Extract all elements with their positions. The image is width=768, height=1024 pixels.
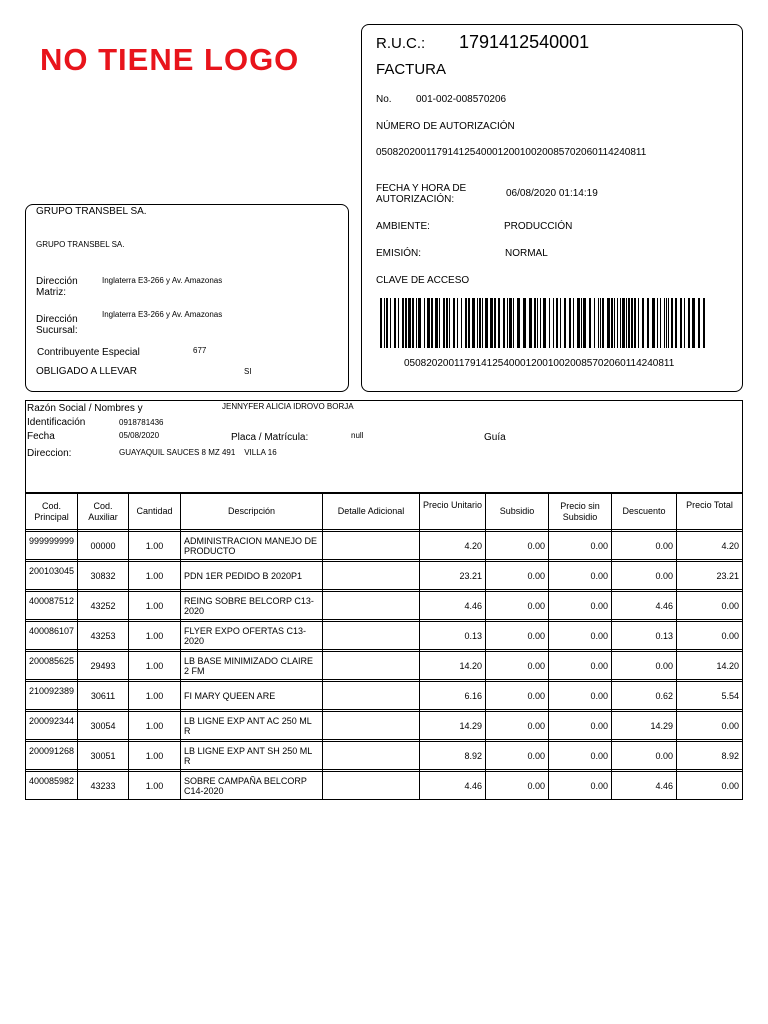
fecha-value: 05/08/2020: [119, 431, 160, 440]
cell-cantidad: 1.00: [128, 592, 180, 620]
ambiente-value: PRODUCCIÓN: [504, 221, 573, 232]
ruc-value: 1791412540001: [459, 32, 590, 52]
barcode-bar: [457, 298, 458, 348]
cell-detalle-adicional: [322, 622, 419, 650]
barcode-bar: [660, 298, 661, 348]
header-cantidad: Cantidad: [128, 493, 180, 530]
barcode-bar: [583, 298, 586, 348]
table-row: [25, 742, 743, 770]
table-row: [25, 712, 743, 740]
barcode-bar: [540, 298, 541, 348]
cell-precio-sin-subsidio: 0.00: [548, 742, 611, 770]
barcode-bar: [386, 298, 388, 348]
cell-cantidad: 1.00: [128, 532, 180, 560]
cell-precio-unitario: 23.21: [419, 562, 485, 590]
cell-cantidad: 1.00: [128, 772, 180, 800]
cell-cod-auxiliar: 43252: [77, 592, 128, 620]
barcode-bar: [617, 298, 618, 348]
cell-descuento: 0.62: [611, 682, 676, 710]
cell-descripcion: FI MARY QUEEN ARE: [180, 682, 322, 710]
barcode-bar: [435, 298, 438, 348]
barcode-bar: [398, 298, 399, 348]
barcode-bar: [692, 298, 695, 348]
cell-cod-auxiliar: 30054: [77, 712, 128, 740]
barcode-bar: [537, 298, 538, 348]
cell-cod-auxiliar: 29493: [77, 652, 128, 680]
table-row: [25, 772, 743, 800]
cell-detalle-adicional: [322, 682, 419, 710]
doc-type: FACTURA: [376, 61, 447, 78]
table-row: [25, 622, 743, 650]
cell-cod-principal: 210092389: [25, 682, 77, 710]
cell-cod-auxiliar: 00000: [77, 532, 128, 560]
barcode-bar: [642, 298, 644, 348]
barcode-bar: [598, 298, 599, 348]
barcode-bar: [698, 298, 700, 348]
barcode-bar: [479, 298, 481, 348]
barcode-bar: [424, 298, 425, 348]
razon-social-label: Razón Social / Nombres y: [27, 403, 143, 414]
ambiente-label: AMBIENTE:: [376, 221, 430, 232]
identificacion-label: Identificación: [27, 417, 86, 428]
barcode-bar: [402, 298, 404, 348]
barcode-bar: [680, 298, 682, 348]
barcode-bar: [380, 298, 382, 348]
barcode-bar: [427, 298, 430, 348]
cell-subsidio: 0.00: [485, 592, 548, 620]
barcode-bar: [503, 298, 505, 348]
cell-descuento: 0.13: [611, 622, 676, 650]
barcode-bar: [449, 298, 450, 348]
table-row: [25, 532, 743, 560]
cell-precio-unitario: 14.29: [419, 712, 485, 740]
cell-precio-total: 5.54: [676, 682, 743, 710]
barcode-bar: [534, 298, 536, 348]
cell-cod-principal: 400086107: [25, 622, 77, 650]
header-detalle-adicional: Detalle Adicional: [322, 493, 419, 530]
cell-precio-total: 0.00: [676, 622, 743, 650]
barcode-bar: [405, 298, 407, 348]
barcode-bar: [431, 298, 433, 348]
company-box: [25, 204, 349, 392]
table-row: [25, 682, 743, 710]
cell-descripcion: LB LIGNE EXP ANT SH 250 ML R: [180, 742, 322, 770]
obligado-label: OBLIGADO A LLEVAR: [36, 366, 137, 377]
barcode-bar: [594, 298, 595, 348]
barcode-bar: [652, 298, 655, 348]
direccion-label: Direccion:: [27, 448, 72, 459]
company-name: GRUPO TRANSBEL SA.: [36, 206, 147, 217]
cell-precio-total: 14.20: [676, 652, 743, 680]
barcode-bar: [523, 298, 526, 348]
cell-cod-auxiliar: 43233: [77, 772, 128, 800]
barcode-bar: [513, 298, 514, 348]
cell-cod-principal: 200092344: [25, 712, 77, 740]
cell-precio-sin-subsidio: 0.00: [548, 682, 611, 710]
header-cod-principal: Cod. Principal: [25, 493, 77, 530]
cell-cod-auxiliar: 30051: [77, 742, 128, 770]
cell-cantidad: 1.00: [128, 562, 180, 590]
table-row: [25, 562, 743, 590]
cell-subsidio: 0.00: [485, 622, 548, 650]
barcode-bar: [553, 298, 554, 348]
ruc-label: R.U.C.:: [376, 35, 426, 52]
cell-subsidio: 0.00: [485, 742, 548, 770]
cell-cod-principal: 200091268: [25, 742, 77, 770]
barcode-bar: [485, 298, 488, 348]
fecha-label: Fecha: [27, 431, 55, 442]
cell-detalle-adicional: [322, 532, 419, 560]
barcode-bar: [560, 298, 561, 348]
cell-precio-total: 8.92: [676, 742, 743, 770]
barcode-bar: [461, 298, 462, 348]
cell-precio-unitario: 4.20: [419, 532, 485, 560]
barcode-bar: [569, 298, 571, 348]
cell-subsidio: 0.00: [485, 652, 548, 680]
barcode-bar: [631, 298, 633, 348]
cell-cantidad: 1.00: [128, 652, 180, 680]
cell-descuento: 4.46: [611, 772, 676, 800]
cell-subsidio: 0.00: [485, 772, 548, 800]
guia-label: Guía: [484, 432, 506, 443]
sucursal-address: Inglaterra E3-266 y Av. Amazonas: [102, 310, 223, 319]
matriz-address: Inglaterra E3-266 y Av. Amazonas: [102, 276, 223, 285]
emision-value: NORMAL: [505, 248, 548, 259]
obligado-value: SI: [244, 367, 252, 376]
cell-descripcion: FLYER EXPO OFERTAS C13-2020: [180, 622, 322, 650]
barcode-bar: [577, 298, 580, 348]
cell-cod-principal: 200085625: [25, 652, 77, 680]
barcode-bar: [668, 298, 669, 348]
cell-cod-principal: 999999999: [25, 532, 77, 560]
cell-precio-total: 0.00: [676, 592, 743, 620]
barcode-bar: [634, 298, 636, 348]
barcode-bar: [671, 298, 673, 348]
barcode-bar: [626, 298, 627, 348]
barcode-bar: [472, 298, 475, 348]
barcode-bar: [465, 298, 467, 348]
barcode-bar: [412, 298, 414, 348]
cell-descripcion: SOBRE CAMPAÑA BELCORP C14-2020: [180, 772, 322, 800]
cell-precio-sin-subsidio: 0.00: [548, 652, 611, 680]
contribuyente-label: Contribuyente Especial: [37, 347, 140, 358]
cell-cantidad: 1.00: [128, 682, 180, 710]
barcode-bar: [453, 298, 455, 348]
cell-descuento: 0.00: [611, 562, 676, 590]
cell-precio-sin-subsidio: 0.00: [548, 622, 611, 650]
cell-precio-unitario: 6.16: [419, 682, 485, 710]
barcode-bar: [564, 298, 566, 348]
barcode-bar: [664, 298, 665, 348]
auth-date: 06/08/2020 01:14:19: [506, 188, 598, 199]
placa-value: null: [351, 431, 364, 440]
barcode-bar: [573, 298, 574, 348]
cell-precio-total: 0.00: [676, 772, 743, 800]
header-precio-sin-subsidio: Precio sin Subsidio: [548, 493, 611, 530]
barcode-bar: [494, 298, 496, 348]
barcode-bar: [390, 298, 391, 348]
company-name-secondary: GRUPO TRANSBEL SA.: [36, 240, 125, 249]
header-subsidio: Subsidio: [485, 493, 548, 530]
barcode-bar: [529, 298, 532, 348]
cell-descuento: 0.00: [611, 652, 676, 680]
barcode-bar: [620, 298, 621, 348]
cell-detalle-adicional: [322, 652, 419, 680]
cell-cod-principal: 400085982: [25, 772, 77, 800]
cell-cantidad: 1.00: [128, 622, 180, 650]
placa-label: Placa / Matrícula:: [231, 432, 309, 443]
sucursal-address-label: Dirección Sucursal:: [36, 314, 78, 336]
cell-descripcion: LB LIGNE EXP ANT AC 250 ML R: [180, 712, 322, 740]
barcode-bar: [589, 298, 591, 348]
barcode-bar: [418, 298, 421, 348]
barcode-bar: [482, 298, 483, 348]
header-cod-auxiliar: Cod. Auxiliar: [77, 493, 128, 530]
barcode-bar: [688, 298, 690, 348]
cell-descripcion: ADMINISTRACION MANEJO DE PRODUCTO: [180, 532, 322, 560]
cell-cod-principal: 200103045: [25, 562, 77, 590]
auth-number-label: NÚMERO DE AUTORIZACIÓN: [376, 121, 515, 132]
table-row: [25, 592, 743, 620]
cell-cod-auxiliar: 30611: [77, 682, 128, 710]
cell-detalle-adicional: [322, 592, 419, 620]
barcode-bar: [675, 298, 677, 348]
cell-cod-auxiliar: 43253: [77, 622, 128, 650]
identificacion-value: 0918781436: [119, 418, 164, 427]
table-row: [25, 652, 743, 680]
barcode-bar: [477, 298, 478, 348]
cell-descripcion: LB BASE MINIMIZADO CLAIRE 2 FM: [180, 652, 322, 680]
cell-cod-auxiliar: 30832: [77, 562, 128, 590]
header-descuento: Descuento: [611, 493, 676, 530]
barcode-bar: [443, 298, 445, 348]
cell-precio-total: 23.21: [676, 562, 743, 590]
cell-cantidad: 1.00: [128, 712, 180, 740]
barcode-bar: [556, 298, 558, 348]
barcode-bar: [517, 298, 520, 348]
cell-subsidio: 0.00: [485, 562, 548, 590]
cell-precio-unitario: 8.92: [419, 742, 485, 770]
cell-descuento: 4.46: [611, 592, 676, 620]
cell-precio-sin-subsidio: 0.00: [548, 772, 611, 800]
barcode-bar: [408, 298, 411, 348]
cell-precio-total: 0.00: [676, 712, 743, 740]
barcode-bar: [394, 298, 396, 348]
cell-precio-sin-subsidio: 0.00: [548, 592, 611, 620]
cell-detalle-adicional: [322, 742, 419, 770]
cell-cantidad: 1.00: [128, 742, 180, 770]
barcode-bar: [614, 298, 615, 348]
barcode-bar: [600, 298, 601, 348]
razon-social-value: JENNYFER ALICIA IDROVO BORJA: [222, 402, 354, 411]
barcode-bar: [549, 298, 550, 348]
auth-date-label: FECHA Y HORA DE AUTORIZACIÓN:: [376, 183, 467, 205]
barcode-bar: [416, 298, 417, 348]
barcode-bar: [638, 298, 639, 348]
barcode-bar: [468, 298, 470, 348]
cell-subsidio: 0.00: [485, 712, 548, 740]
barcode-bar: [509, 298, 512, 348]
barcode-bar: [543, 298, 546, 348]
cell-descripcion: PDN 1ER PEDIDO B 2020P1: [180, 562, 322, 590]
matriz-address-label: Dirección Matriz:: [36, 276, 78, 298]
direccion-value: GUAYAQUIL SAUCES 8 MZ 491 VILLA 16: [119, 448, 277, 457]
access-key-number: 0508202001179141254000120010020085702060114240811: [404, 358, 675, 369]
access-key-barcode: [380, 298, 705, 348]
header-precio-unitario: Precio Unitario: [419, 493, 485, 530]
cell-descuento: 0.00: [611, 532, 676, 560]
cell-precio-unitario: 0.13: [419, 622, 485, 650]
cell-cod-principal: 400087512: [25, 592, 77, 620]
invoice-number-label: No.: [376, 94, 392, 105]
cell-precio-unitario: 14.20: [419, 652, 485, 680]
contribuyente-value: 677: [193, 346, 207, 355]
cell-descuento: 0.00: [611, 742, 676, 770]
barcode-bar: [657, 298, 658, 348]
barcode-bar: [628, 298, 630, 348]
barcode-bar: [647, 298, 649, 348]
auth-number: 0508202001179141254000120010020085702060114240811: [376, 147, 647, 158]
barcode-bar: [507, 298, 508, 348]
barcode-bar: [446, 298, 448, 348]
cell-detalle-adicional: [322, 712, 419, 740]
cell-subsidio: 0.00: [485, 532, 548, 560]
barcode-bar: [490, 298, 493, 348]
barcode-bar: [666, 298, 667, 348]
cell-subsidio: 0.00: [485, 682, 548, 710]
items-table: [25, 493, 743, 800]
barcode-bar: [498, 298, 500, 348]
cell-detalle-adicional: [322, 562, 419, 590]
barcode-bar: [607, 298, 610, 348]
barcode-bar: [703, 298, 705, 348]
cell-precio-sin-subsidio: 0.00: [548, 562, 611, 590]
header-precio-total: Precio Total: [676, 493, 743, 530]
emision-label: EMISIÓN:: [376, 248, 422, 259]
invoice-number: 001-002-008570206: [416, 94, 507, 105]
barcode-bar: [439, 298, 440, 348]
table-header-row: [25, 493, 743, 530]
barcode-bar: [384, 298, 385, 348]
barcode-bar: [622, 298, 625, 348]
cell-descripcion: REING SOBRE BELCORP C13-2020: [180, 592, 322, 620]
barcode-bar: [684, 298, 685, 348]
barcode-bar: [602, 298, 604, 348]
barcode-bar: [611, 298, 613, 348]
access-key-label: CLAVE DE ACCESO: [376, 275, 470, 286]
barcode-bar: [581, 298, 582, 348]
cell-precio-total: 4.20: [676, 532, 743, 560]
header-descripcion: Descripción: [180, 493, 322, 530]
logo-placeholder-text: NO TIENE LOGO: [40, 42, 300, 77]
cell-precio-unitario: 4.46: [419, 772, 485, 800]
cell-precio-sin-subsidio: 0.00: [548, 712, 611, 740]
cell-precio-sin-subsidio: 0.00: [548, 532, 611, 560]
cell-precio-unitario: 4.46: [419, 592, 485, 620]
cell-detalle-adicional: [322, 772, 419, 800]
cell-descuento: 14.29: [611, 712, 676, 740]
